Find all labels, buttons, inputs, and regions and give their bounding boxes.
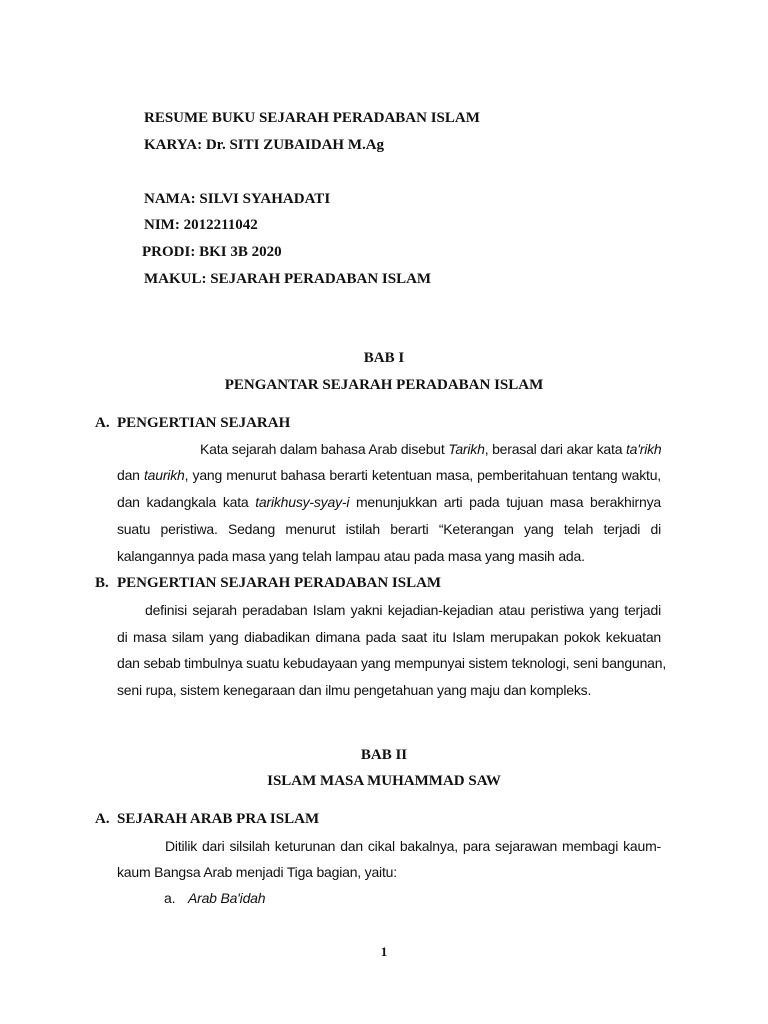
paragraph-line: dan sebab timbulnya suatu kebudayaan yang mempunyai sistem teknologi, seni bangunan, [117,655,667,671]
chapter-1-heading: BAB I [363,350,405,366]
paragraph-line: Kata sejarah dalam bahasa Arab disebut Tarikh, berasal dari akar kata ta'rikh [200,441,662,457]
section-heading [95,575,441,592]
paragraph-line: dan taurikh, yang menurut bahasa berarti ketentuan masa, pemberitahuan tentang waktu, [117,467,661,483]
section-heading [95,811,319,828]
paragraph-line: di masa silam yang diabadikan dimana pada saat itu Islam merupakan pokok kekuatan [117,629,661,645]
list-item [164,890,464,906]
paragraph-line: kalangannya pada masa yang telah lampau atau pada masa yang masih ada. [117,548,585,564]
paragraph-line: suatu peristiwa. Sedang menurut istilah berarti “Keterangan yang telah terjadi di [117,521,661,537]
chapter-2-title: ISLAM MASA MUHAMMAD SAW [267,773,501,789]
resume-title: RESUME BUKU SEJARAH PERADABAN ISLAM [144,110,480,126]
list-item-text: Arab Ba'idah [188,890,266,906]
section-label: B. [95,575,109,591]
section-title: SEJARAH ARAB PRA ISLAM [117,811,320,827]
student-nim: NIM: 2012211042 [144,217,258,233]
chapter-2-heading: BAB II [360,747,408,763]
section-title: PENGERTIAN SEJARAH PERADABAN ISLAM [117,575,442,591]
section-label: A. [95,811,110,827]
paragraph-line: kaum Bangsa Arab menjadi Tiga bagian, yaitu: [117,864,397,880]
paragraph-line: Ditilik dari silsilah keturunan dan cikal bakalnya, para sejarawan membagi kaum- [165,838,661,854]
chapter-1-title: PENGANTAR SEJARAH PERADABAN ISLAM [224,377,544,393]
list-item-label: a. [164,890,176,906]
paragraph-line: seni rupa, sistem kenegaraan dan ilmu pengetahuan yang maju dan kompleks. [117,682,592,698]
paragraph-line: definisi sejarah peradaban Islam yakni kejadian-kejadian atau peristiwa yang terjadi [145,602,661,618]
section-heading [95,415,290,432]
section-label: A. [95,415,110,431]
student-name: NAMA: SILVI SYAHADATI [144,191,331,207]
paragraph-line: dan kadangkala kata tarikhusy-syay-i menunjukkan arti pada tujuan masa berakhirnya [117,494,661,510]
page-number: 1 [380,944,388,959]
student-prodi: PRODI: BKI 3B 2020 [142,244,282,260]
book-author: KARYA: Dr. SITI ZUBAIDAH M.Ag [144,137,385,153]
section-title: PENGERTIAN SEJARAH [117,415,291,431]
course-name: MAKUL: SEJARAH PERADABAN ISLAM [144,271,432,287]
